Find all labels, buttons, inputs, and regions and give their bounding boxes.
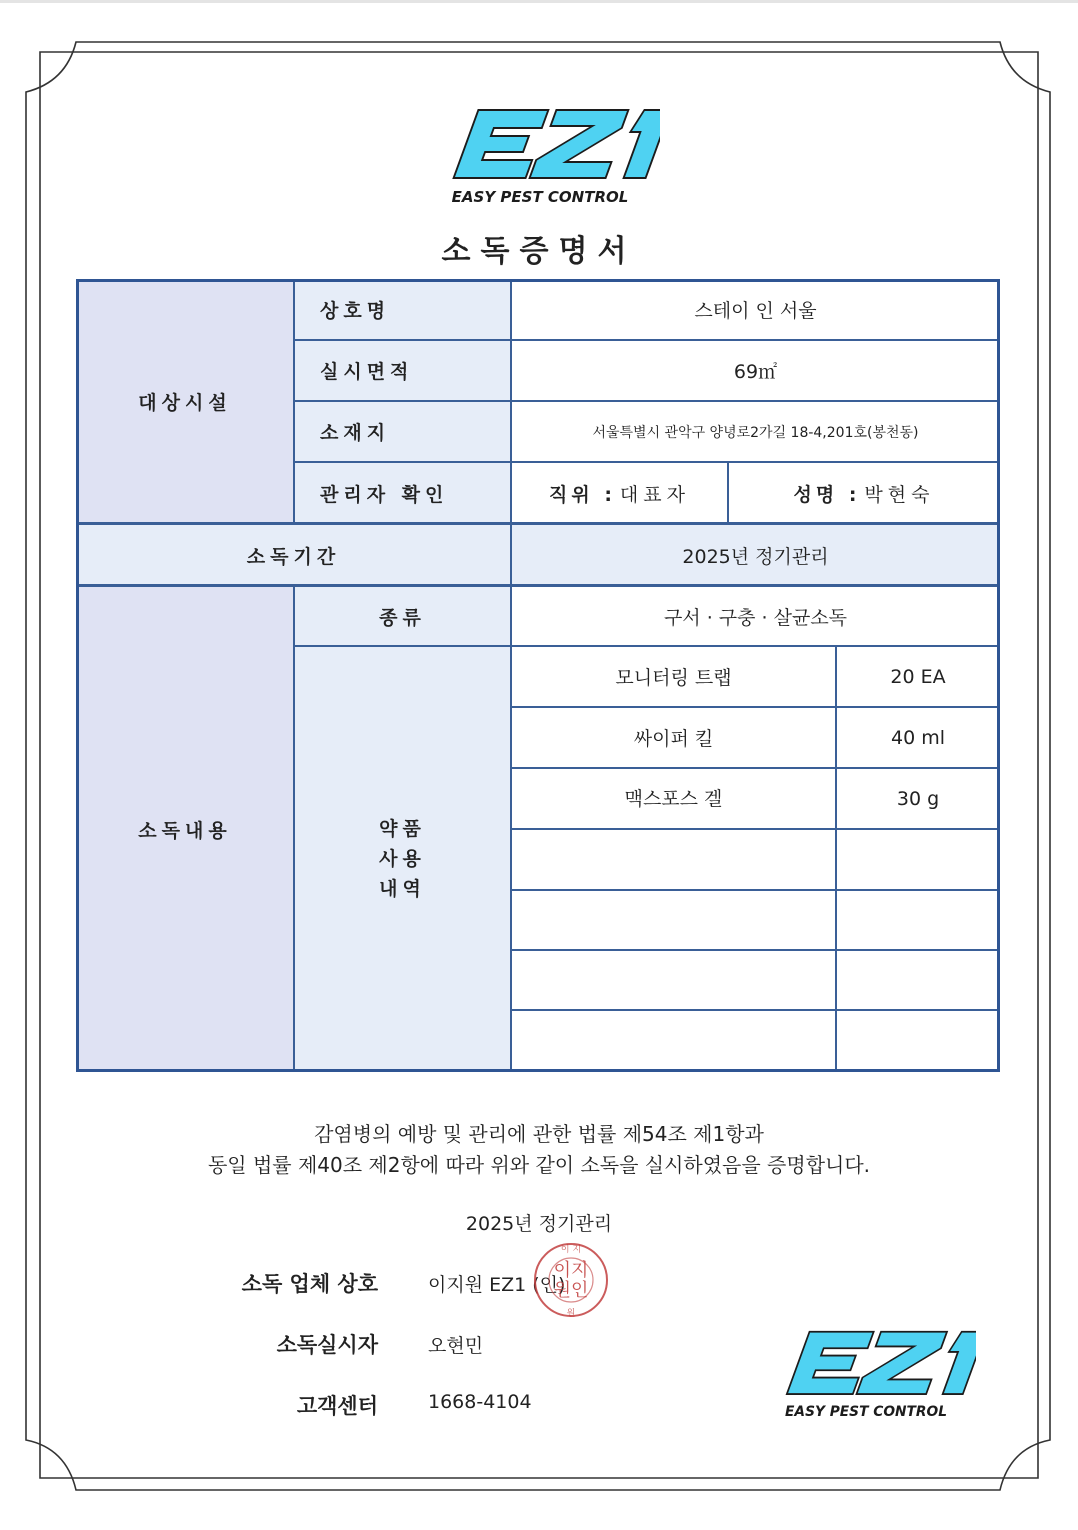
area-label: 실시면적 <box>294 340 511 401</box>
company-label: 소독 업체 상호 <box>241 1272 378 1296</box>
legal-statement-line2: 동일 법률 제40조 제2항에 따라 위와 같이 소독을 실시하였음을 증명합니다. <box>207 1153 871 1177</box>
manager-label: 관리자 확인 <box>294 462 511 524</box>
support-label: 고객센터 <box>296 1394 378 1418</box>
period-label: 소독기간 <box>76 524 511 586</box>
address-value: 서울특별시 관악구 양녕로2가길 18-4,201호(봉천동) <box>511 401 1000 462</box>
chemical-qty: 20 EA <box>836 646 1000 707</box>
chemical-usage-label-line: 내역 <box>379 878 426 900</box>
company-value: 이지원 EZ1 (인) <box>428 1274 566 1296</box>
svg-text:원인: 원인 <box>553 1280 589 1301</box>
logo-tagline-bottom: EASY PEST CONTROL <box>785 1404 947 1421</box>
operator-label: 소독실시자 <box>276 1333 378 1357</box>
area-value: 69㎡ <box>511 340 1000 401</box>
svg-text:이 지: 이 지 <box>560 1245 582 1255</box>
issue-period: 2025년 정기관리 <box>465 1213 613 1235</box>
certificate-title: 소독증명서 <box>441 234 637 269</box>
name-value: 박현숙 <box>864 483 935 506</box>
operator-value: 오현민 <box>428 1335 484 1357</box>
ez1-logo-top <box>420 100 660 210</box>
chemical-usage-label-line: 약품 <box>379 818 426 840</box>
logo-tagline-top: EASY PEST CONTROL <box>451 188 629 206</box>
svg-text:원: 원 <box>566 1309 576 1319</box>
period-value: 2025년 정기관리 <box>511 524 1000 586</box>
facility-header: 대상시설 <box>76 279 294 524</box>
chemical-qty: 40 ml <box>836 707 1000 768</box>
company-seal-stamp <box>526 1240 616 1320</box>
certificate-table <box>76 279 1000 1072</box>
name-label: 성명 : <box>793 483 861 506</box>
position-value: 대표자 <box>619 483 690 506</box>
address-label: 소재지 <box>294 401 511 462</box>
chemical-usage-label-line: 사용 <box>379 848 426 870</box>
support-value: 1668-4104 <box>428 1391 532 1413</box>
content-header: 소독내용 <box>76 586 294 1072</box>
chemical-name: 맥스포스 겔 <box>511 768 836 827</box>
business-name-value: 스테이 인 서울 <box>511 279 1000 340</box>
position-label: 직위 : <box>549 483 616 506</box>
type-label: 종류 <box>294 586 511 646</box>
business-name-label: 상호명 <box>294 279 511 340</box>
ez1-logo-bottom <box>756 1318 976 1428</box>
svg-text:이지: 이지 <box>553 1260 589 1281</box>
chemical-qty: 30 g <box>836 768 1000 829</box>
legal-statement-line1: 감염병의 예방 및 관리에 관한 법률 제54조 제1항과 <box>314 1122 764 1146</box>
table-outer-border <box>76 279 1000 1072</box>
type-value: 구서 · 구충 · 살균소독 <box>511 586 1000 646</box>
chemical-name: 모니터링 트랩 <box>511 646 836 707</box>
chemical-name: 싸이퍼 킬 <box>511 707 836 768</box>
